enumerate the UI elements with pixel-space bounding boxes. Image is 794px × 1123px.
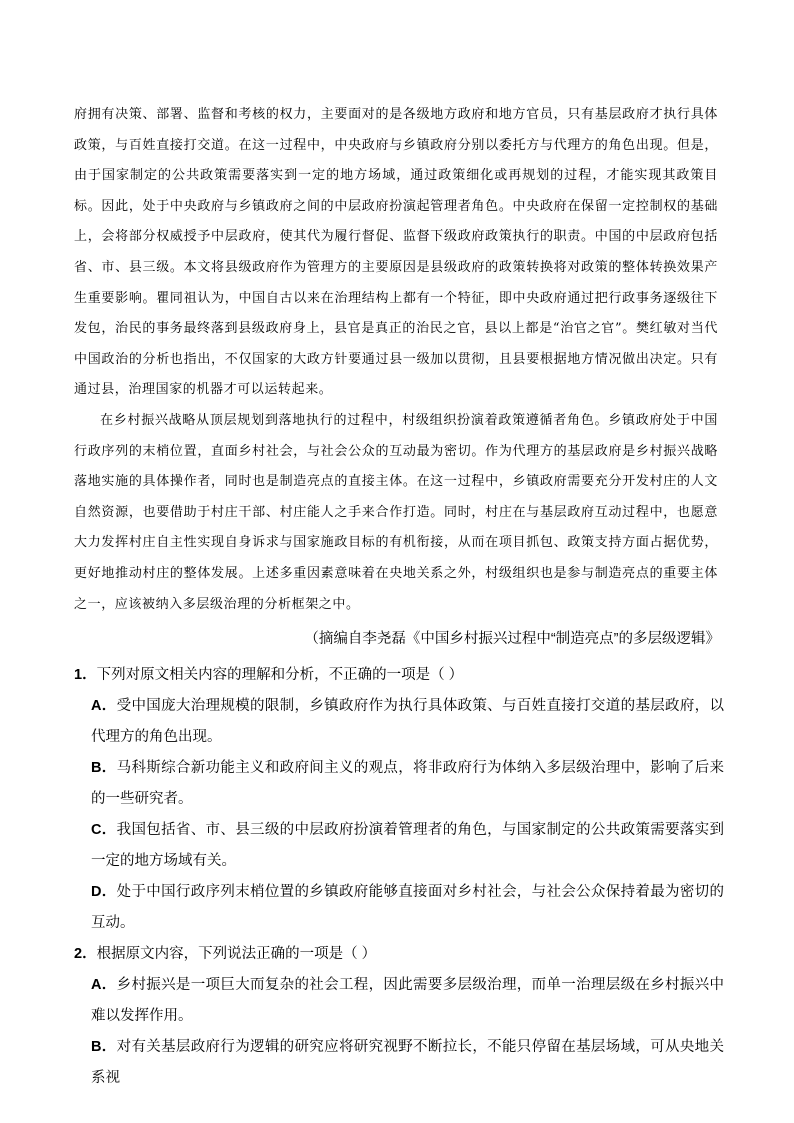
question-1 [74,660,724,939]
option-label: A． [91,977,117,993]
option-b [74,753,724,815]
option-text: 我国包括省、市、县三级的中层政府扮演着管理者的角色，与国家制定的公共政策需要落实到一定的地方场域有关。 [91,822,724,869]
option-a [74,970,724,1032]
option-c [74,815,724,877]
option-label: D． [91,884,117,900]
option-label: C． [91,822,117,838]
passage-paragraph-2: 在乡村振兴战略从顶层规划到落地执行的过程中，村级组织扮演着政策遵循者角色。乡镇政府处于中国行政序列的末梢位置，直面乡村社会，与社会公众的互动最为密切。作为代理方的基层政府是乡村振兴战略落地实施的具体操作者，同时也是制造亮点的直接主体。在这一过程中，乡镇政府需要充分开发村庄的人文自然资源，也要借助于村庄干部、村庄能人之手来合作打造。同时，村庄在与基层政府互动过程中，也愿意大力发挥村庄自主性实现自身诉求与国家施政目标的有机衔接，从而在项目抓包、政策支持方面占据优势，更好地推动村庄的整体发展。上述多重因素意味着在央地关系之外，村级组织也是参与制造亮点的重要主体之一，应该被纳入多层级治理的分析框架之中。 [74,412,718,612]
question-number: 1． [74,667,97,683]
question-2 [74,939,724,1094]
passage-paragraph-1: 府拥有决策、部署、监督和考核的权力，主要面对的是各级地方政府和地方官员，只有基层政府才执行具体政策，与百姓直接打交道。在这一过程中，中央政府与乡镇政府分别以委托方与代理方的角色出现。但是，由于国家制定的公共政策需要落实到一定的地方场域，通过政策细化或再规划的过程，才能实现其政策目标。因此，处于中央政府与乡镇政府之间的中层政府扮演起管理者角色。中央政府在保留一定控制权的基础上，会将部分权威授予中层政府，使其代为履行督促、监督下级政府政策执行的职责。中国的中层政府包括省、市、县三级。本文将县级政府作为管理方的主要原因是县级政府的政策转换将对政策的整体转换效果产生重要影响。瞿同祖认为，中国自古以来在治理结构上都有一个特征，即中央政府通过把行政事务逐级往下发包，治民的事务最终落到县级政府身上，县官是真正的治民之官，县以上都是“治官之官”。樊红敏对当代中国政治的分析也指出，不仅国家的大政方针要通过县一级加以贯彻，且县要根据地方情况做出决定。只有通过县，治理国家的机器才可以运转起来。 [74,107,718,398]
question-stem [74,660,724,691]
question-stem [74,939,724,970]
option-text: 处于中国行政序列末梢位置的乡镇政府能够直接面对乡村社会，与社会公众保持着最为密切的互动。 [91,884,724,931]
option-a [74,691,724,753]
option-label: B． [91,1039,117,1055]
passage-source: （摘编自李尧磊《中国乡村振兴过程中“制造亮点”的多层级逻辑》 [304,631,720,647]
option-text: 对有关基层政府行为逻辑的研究应将研究视野不断拉长，不能只停留在基层场域，可从央地关系视 [91,1039,724,1086]
option-label: A． [91,698,117,714]
question-number: 2． [74,946,97,962]
question-text: 根据原文内容，下列说法正确的一项是（ ） [96,946,377,962]
option-b [74,1032,724,1094]
option-text: 乡村振兴是一项巨大而复杂的社会工程，因此需要多层级治理，而单一治理层级在乡村振兴中难以发挥作用。 [91,977,724,1024]
option-label: B． [91,760,117,776]
reading-passage [74,100,718,620]
option-d [74,877,724,939]
option-text: 马科斯综合新功能主义和政府间主义的观点，将非政府行为体纳入多层级治理中，影响了后来的一些研究者。 [91,760,724,807]
option-text: 受中国庞大治理规模的限制，乡镇政府作为执行具体政策、与百姓直接打交道的基层政府，以代理方的角色出现。 [91,698,724,745]
question-list [74,660,724,1094]
question-text: 下列对原文相关内容的理解和分析，不正确的一项是（ ） [96,667,464,683]
